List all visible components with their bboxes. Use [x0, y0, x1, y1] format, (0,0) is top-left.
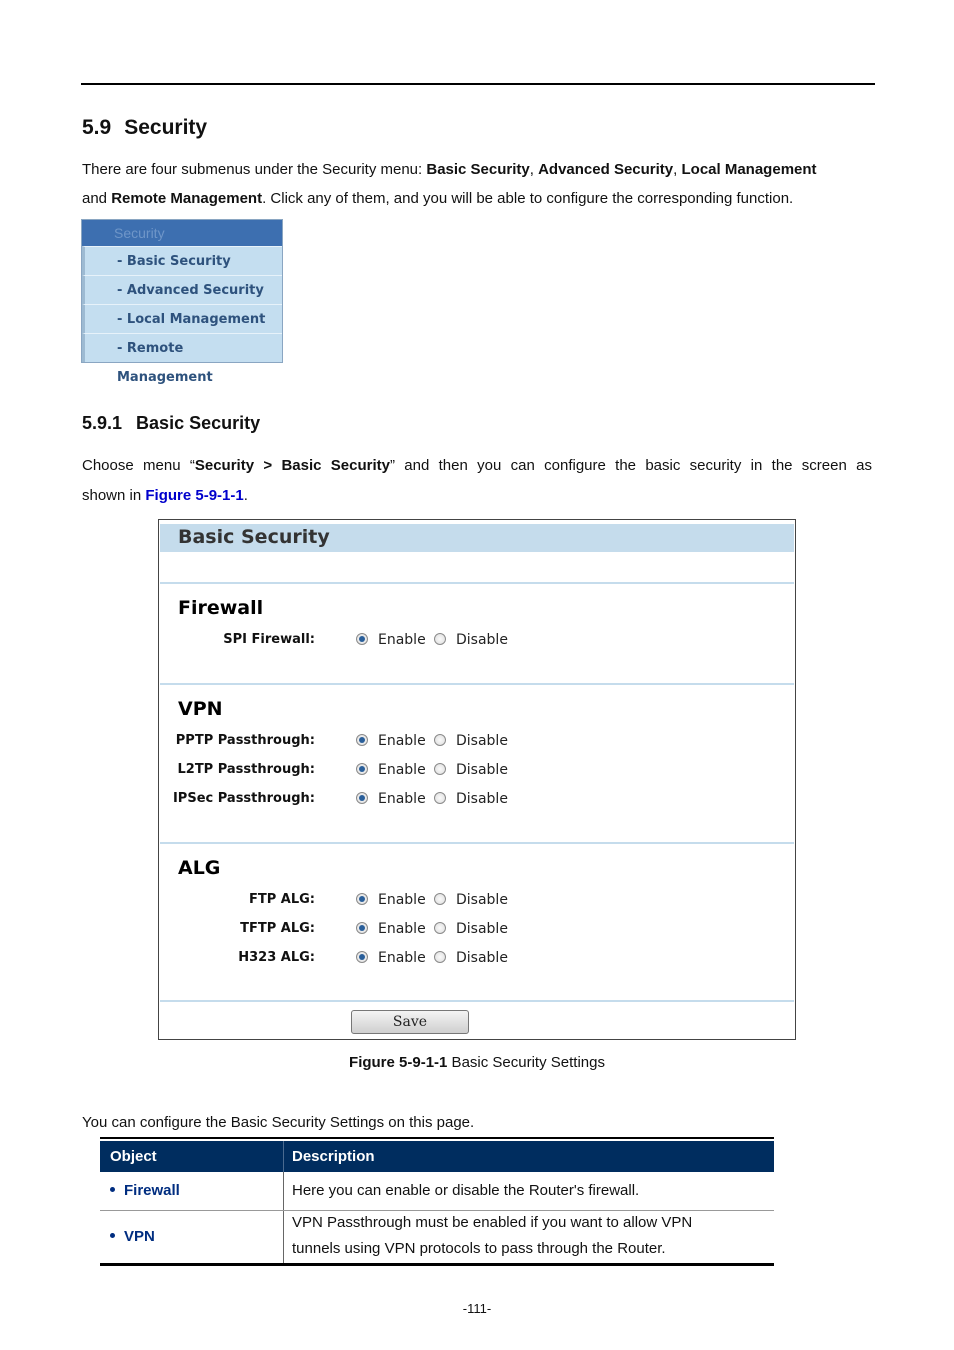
header-description: Description — [292, 1148, 375, 1165]
l2tp-enable-radio[interactable] — [356, 763, 368, 775]
disable-label: Disable — [456, 892, 508, 908]
ftp-alg-label: FTP ALG: — [248, 892, 315, 907]
section-divider — [160, 842, 794, 844]
ipsec-label: IPSec Passthrough: — [172, 791, 315, 806]
enable-label: Enable — [378, 892, 426, 908]
spi-firewall-label: SPI Firewall: — [223, 632, 315, 647]
header-object: Object — [110, 1148, 157, 1165]
enable-label: Enable — [378, 733, 426, 749]
tftp-alg-row — [159, 918, 795, 940]
pptp-row — [159, 730, 795, 752]
spi-firewall-enable-radio[interactable] — [356, 633, 368, 645]
table-intro: You can configure the Basic Security Settings on this page. — [82, 1114, 475, 1131]
disable-label: Disable — [456, 733, 508, 749]
enable-label: Enable — [378, 950, 426, 966]
table-row-firewall-object: Firewall — [110, 1182, 180, 1199]
spi-firewall-row — [159, 629, 795, 651]
disable-label: Disable — [456, 950, 508, 966]
security-menu — [81, 219, 283, 385]
save-button[interactable]: Save — [351, 1010, 469, 1034]
section-divider — [160, 683, 794, 685]
l2tp-row — [159, 759, 795, 781]
disable-label: Disable — [456, 762, 508, 778]
table-row-firewall-description: Here you can enable or disable the Router's firewall. — [292, 1182, 640, 1199]
enable-label: Enable — [378, 632, 426, 648]
tftp-alg-label: TFTP ALG: — [240, 921, 315, 936]
column-divider — [283, 1172, 284, 1263]
choose-paragraph: Choose menu “Security > Basic Security” and then you can configure the basic security in the screen as shown in Figure 5-9-1-1. — [82, 457, 872, 504]
enable-label: Enable — [378, 921, 426, 937]
panel-title: Basic Security — [178, 526, 330, 548]
disable-label: Disable — [456, 921, 508, 937]
ipsec-enable-radio[interactable] — [356, 792, 368, 804]
vpn-heading: VPN — [178, 698, 223, 720]
pptp-label: PPTP Passthrough: — [175, 733, 315, 748]
section-divider — [160, 582, 794, 584]
ftp-alg-enable-radio[interactable] — [356, 893, 368, 905]
enable-label: Enable — [378, 791, 426, 807]
pptp-disable-radio[interactable] — [434, 734, 446, 746]
table-row-vpn-description: VPN Passthrough must be enabled if you want to allow VPN tunnels using VPN protocols to pass through the Router. — [292, 1214, 693, 1257]
figure-link[interactable]: Figure 5-9-1-1 — [145, 487, 244, 504]
ipsec-disable-radio[interactable] — [434, 792, 446, 804]
disable-label: Disable — [456, 632, 508, 648]
menu-item-advanced-security[interactable]: - Advanced Security — [82, 275, 282, 304]
ftp-alg-disable-radio[interactable] — [434, 893, 446, 905]
l2tp-label: L2TP Passthrough: — [177, 762, 315, 777]
menu-header-security[interactable]: Security — [82, 220, 282, 246]
subsection-heading: 5.9.1 Basic Security — [82, 413, 261, 433]
l2tp-disable-radio[interactable] — [434, 763, 446, 775]
figure-caption: Figure 5-9-1-1 Basic Security Settings — [349, 1054, 605, 1071]
header-divider — [283, 1141, 284, 1172]
menu-item-basic-security[interactable]: - Basic Security — [82, 246, 282, 275]
section-divider — [160, 1000, 794, 1002]
intro-paragraph: There are four submenus under the Security menu: Basic Security, Advanced Security, Local Management and Remote Management. Click any of them, and you will be able to configure the corresponding function. — [82, 161, 817, 207]
page-number: -111- — [462, 1301, 492, 1316]
pptp-enable-radio[interactable] — [356, 734, 368, 746]
table-header-row — [100, 1141, 774, 1172]
ipsec-row — [159, 788, 795, 810]
menu-item-remote-management[interactable]: - Remote Management — [82, 333, 282, 362]
basic-security-screenshot — [158, 519, 796, 1040]
ftp-alg-row — [159, 889, 795, 911]
tftp-alg-enable-radio[interactable] — [356, 922, 368, 934]
spi-firewall-disable-radio[interactable] — [434, 633, 446, 645]
disable-label: Disable — [456, 791, 508, 807]
header-rule — [81, 83, 875, 85]
h323-alg-row — [159, 947, 795, 969]
h323-alg-label: H323 ALG: — [238, 950, 315, 965]
section-heading: 5.9 Security — [82, 116, 208, 139]
h323-alg-enable-radio[interactable] — [356, 951, 368, 963]
firewall-heading: Firewall — [178, 597, 264, 619]
table-bottom-rule — [100, 1263, 774, 1266]
h323-alg-disable-radio[interactable] — [434, 951, 446, 963]
bullet-icon — [110, 1187, 115, 1192]
alg-heading: ALG — [178, 857, 221, 879]
table-top-rule — [100, 1137, 774, 1139]
bullet-icon — [110, 1233, 115, 1238]
enable-label: Enable — [378, 762, 426, 778]
menu-item-local-management[interactable]: - Local Management — [82, 304, 282, 333]
tftp-alg-disable-radio[interactable] — [434, 922, 446, 934]
table-row-vpn-object: VPN — [110, 1228, 155, 1245]
